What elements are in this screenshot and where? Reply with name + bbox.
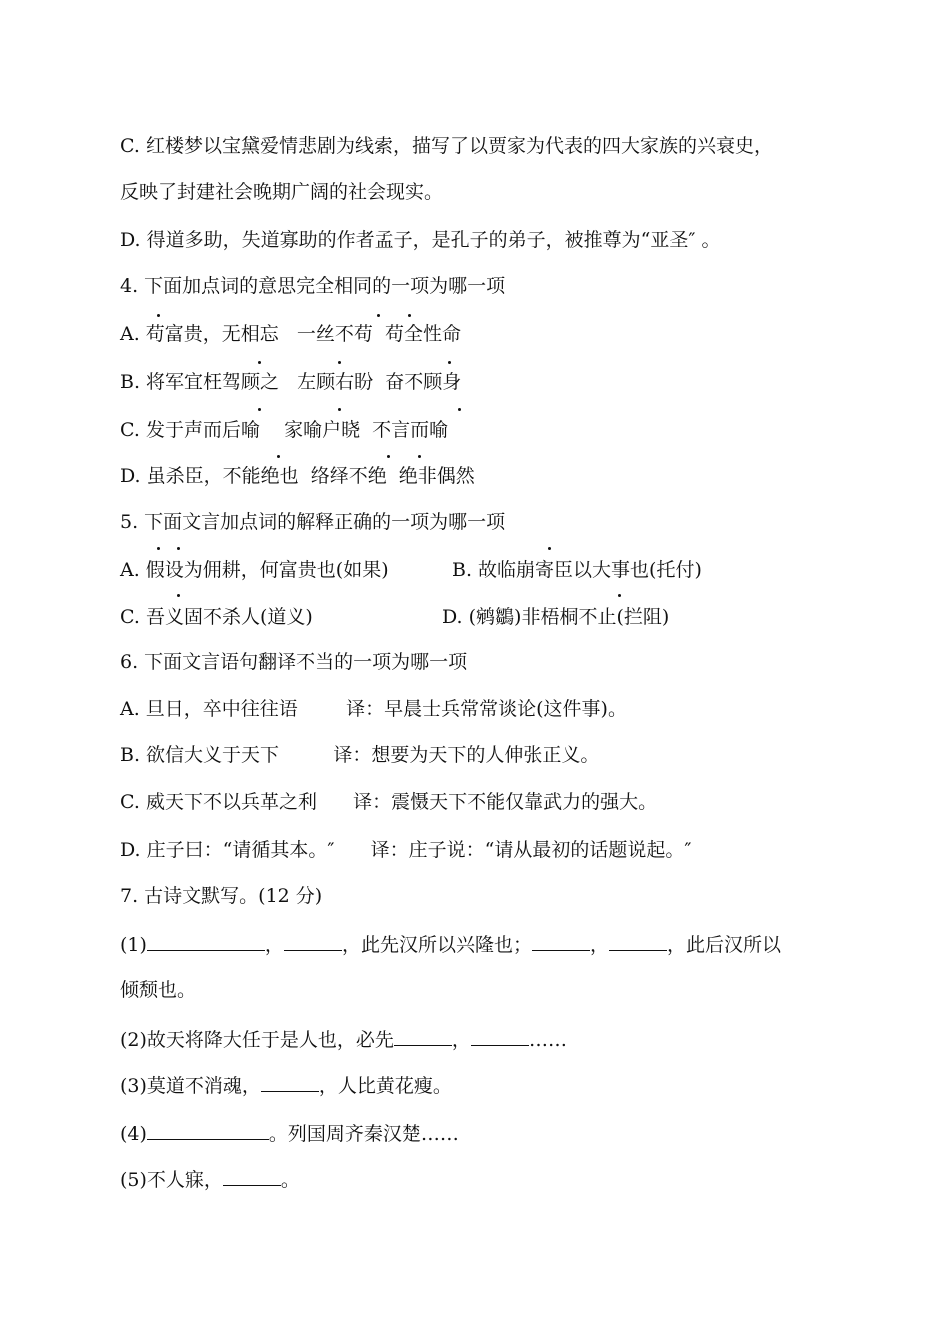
emphasis-dot (157, 314, 160, 317)
q5-option-b: B. 故临崩寄臣以大事也(托付) (452, 559, 702, 581)
emphasis-dot (338, 408, 341, 411)
q5-option-c: C. 吾义固不杀人(道义) (120, 606, 313, 628)
q5-option-d: D. (鹓鶵)非梧桐不止(拦阻) (442, 606, 670, 628)
q6-option-a: A. 旦日，卒中往往语 译：早晨士兵常常谈论(这件事)。 (120, 698, 627, 720)
q3-option-d: D. 得道多助，失道寡助的作者孟子，是孔子的弟子，被推尊为“亚圣″ 。 (120, 229, 721, 251)
emphasis-dot (377, 314, 380, 317)
q6-option-b: B. 欲信大义于天下 译：想要为天下的人伸张正义。 (120, 744, 600, 766)
q4-option-d: D. 虽杀臣，不能绝也 络绎不绝 绝非偶然 (120, 465, 475, 487)
q7-item-5-end: 。 (280, 1169, 300, 1191)
q7-item-1 (120, 932, 781, 957)
q7-item-4 (120, 1121, 459, 1146)
emphasis-dot (408, 314, 411, 317)
comma: ， (451, 1029, 471, 1051)
fill-blank[interactable] (223, 1167, 281, 1186)
q7-item-2 (120, 1027, 567, 1052)
fill-blank[interactable] (261, 1073, 319, 1092)
q4-stem: 4. 下面加点词的意思完全相同的一项为哪一项 (120, 275, 506, 297)
q7-item-1-mid: ，此先汉所以兴隆也； (341, 934, 532, 956)
q7-item-4-end: 。列国周齐秦汉楚…… (268, 1123, 459, 1145)
q7-item-1-cont: 倾颓也。 (120, 979, 197, 1001)
fill-blank[interactable] (471, 1027, 529, 1046)
fill-blank[interactable] (147, 932, 265, 951)
emphasis-dot (177, 594, 180, 597)
q3-option-c-line2: 反映了封建社会晚期广阔的社会现实。 (120, 181, 444, 203)
q7-item-3-label: (3)莫道不消魂， (120, 1075, 261, 1097)
fill-blank[interactable] (609, 932, 667, 951)
fill-blank[interactable] (147, 1121, 269, 1140)
emphasis-dot (618, 594, 621, 597)
q3-option-c-line1: C. 红楼梦以宝黛爱情悲剧为线索，描写了以贾家为代表的四大家族的兴衰史， (120, 135, 773, 157)
emphasis-dot (548, 547, 551, 550)
q7-item-1-end: ，此后汉所以 (666, 934, 781, 956)
emphasis-dot (338, 361, 341, 364)
emphasis-dot (177, 547, 180, 550)
fill-blank[interactable] (532, 932, 590, 951)
q4-option-b: B. 将军宜枉驾顾之 左顾右盼 奋不顾身 (120, 371, 462, 393)
q4-option-c: C. 发于声而后喻 家喻户晓 不言而喻 (120, 419, 449, 441)
q7-stem: 7. 古诗文默写。(12 分) (120, 885, 323, 907)
q7-item-3 (120, 1073, 452, 1098)
emphasis-dot (458, 408, 461, 411)
q7-item-2-label: (2)故天将降大任于是人也，必先 (120, 1029, 394, 1051)
q7-item-5-label: (5)不人寐， (120, 1169, 223, 1191)
q6-stem: 6. 下面文言语句翻译不当的一项为哪一项 (120, 651, 468, 673)
q7-item-1-label: (1) (120, 934, 147, 956)
emphasis-dot (448, 361, 451, 364)
q6-option-c: C. 威天下不以兵革之利 译：震慑天下不能仅靠武力的强大。 (120, 791, 658, 813)
emphasis-dot (258, 408, 261, 411)
q5-stem: 5. 下面文言加点词的解释正确的一项为哪一项 (120, 511, 506, 533)
emphasis-dot (157, 547, 160, 550)
q7-item-4-label: (4) (120, 1123, 147, 1145)
fill-blank[interactable] (394, 1027, 452, 1046)
fill-blank[interactable] (284, 932, 342, 951)
comma: ， (589, 934, 609, 956)
q6-option-d: D. 庄子曰：“请循其本。″ 译：庄子说：“请从最初的话题说起。″ (120, 839, 692, 861)
emphasis-dot (258, 361, 261, 364)
q7-item-5 (120, 1167, 300, 1192)
q7-item-2-end: …… (528, 1029, 567, 1051)
q7-item-3-end: ，人比黄花瘦。 (318, 1075, 452, 1097)
q4-option-a: A. 苟富贵，无相忘 一丝不苟 苟全性命 (120, 323, 461, 345)
emphasis-dot (277, 455, 280, 458)
comma: ， (264, 934, 284, 956)
emphasis-dot (418, 455, 421, 458)
emphasis-dot (387, 455, 390, 458)
q5-option-a: A. 假设为佣耕，何富贵也(如果) (120, 559, 389, 581)
